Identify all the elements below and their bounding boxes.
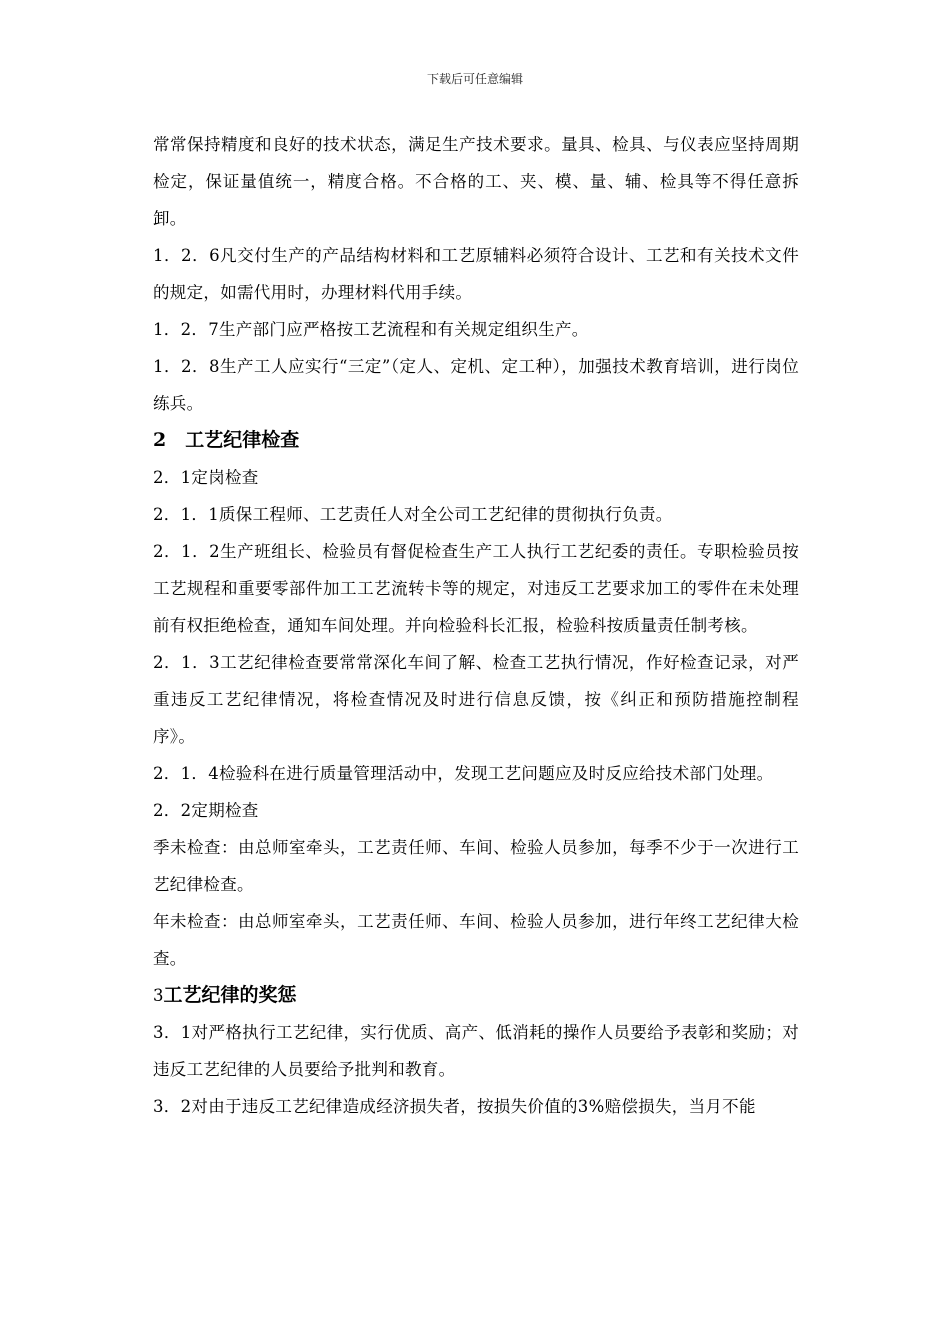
paragraph: 常常保持精度和良好的技术状态，满足生产技术要求。量具、检具、与仪表应坚持周期检定，保证量值统一，精度合格。不合格的工、夹、模、量、辅、检具等不得任意拆卸。 [153,135,799,228]
section-number: 3 [153,986,164,1005]
paragraph-2-1-3: 2．1．3工艺纪律检查要常常深化车间了解、检查工艺执行情况，作好检查记录，对严重违反工艺纪律情况，将检查情况及时进行信息反馈，按《纠正和预防措施控制程序》。 [153,653,799,746]
section-heading-3 [153,977,799,1014]
paragraph-2-1-4: 2．1．4检验科在进行质量管理活动中，发现工艺问题应及时反应给技术部门处理。 [153,764,774,783]
paragraph-1-2-7: 1．2．7生产部门应严格按工艺流程和有关规定组织生产。 [153,320,589,339]
paragraph-1-2-6: 1．2．6凡交付生产的产品结构材料和工艺原辅料必须符合设计、工艺和有关技术文件的规定，如需代用时，办理材料代用手续。 [153,246,799,302]
section-title: 工艺纪律的奖惩 [163,984,297,1006]
paragraph-1-2-8: 1．2．8生产工人应实行“三定”（定人、定机、定工种），加强技术教育培训，进行岗位练兵。 [153,357,799,413]
paragraph-3-1: 3．1对严格执行工艺纪律，实行优质、高产、低消耗的操作人员要给予表彰和奖励；对违反工艺纪律的人员要给予批判和教育。 [153,1023,799,1079]
paragraph-3-2: 3．2对由于违反工艺纪律造成经济损失者，按损失价值的3%赔偿损失，当月不能 [153,1097,756,1116]
paragraph-2-1: 2．1定岗检查 [153,468,259,487]
document-body [153,126,799,1125]
section-heading-2: 2 工艺纪律检查 [153,429,300,451]
paragraph-2-1-1: 2．1．1质保工程师、工艺责任人对全公司工艺纪律的贯彻执行负责。 [153,505,673,524]
paragraph-2-1-2: 2．1．2生产班组长、检验员有督促检查生产工人执行工艺纪委的责任。专职检验员按工艺规程和重要零部件加工工艺流转卡等的规定，对违反工艺要求加工的零件在未处理前有权拒绝检查，通知车间处理。并向检验科长汇报，检验科按质量责任制考核。 [153,542,799,635]
page-header: 下载后可任意编辑 [426,72,523,86]
paragraph-annual-check: 年未检查：由总师室牵头，工艺责任师、车间、检验人员参加，进行年终工艺纪律大检查。 [153,912,799,968]
paragraph-quarterly-check: 季未检查：由总师室牵头，工艺责任师、车间、检验人员参加，每季不少于一次进行工艺纪律检查。 [153,838,799,894]
paragraph-2-2: 2．2定期检查 [153,801,259,820]
